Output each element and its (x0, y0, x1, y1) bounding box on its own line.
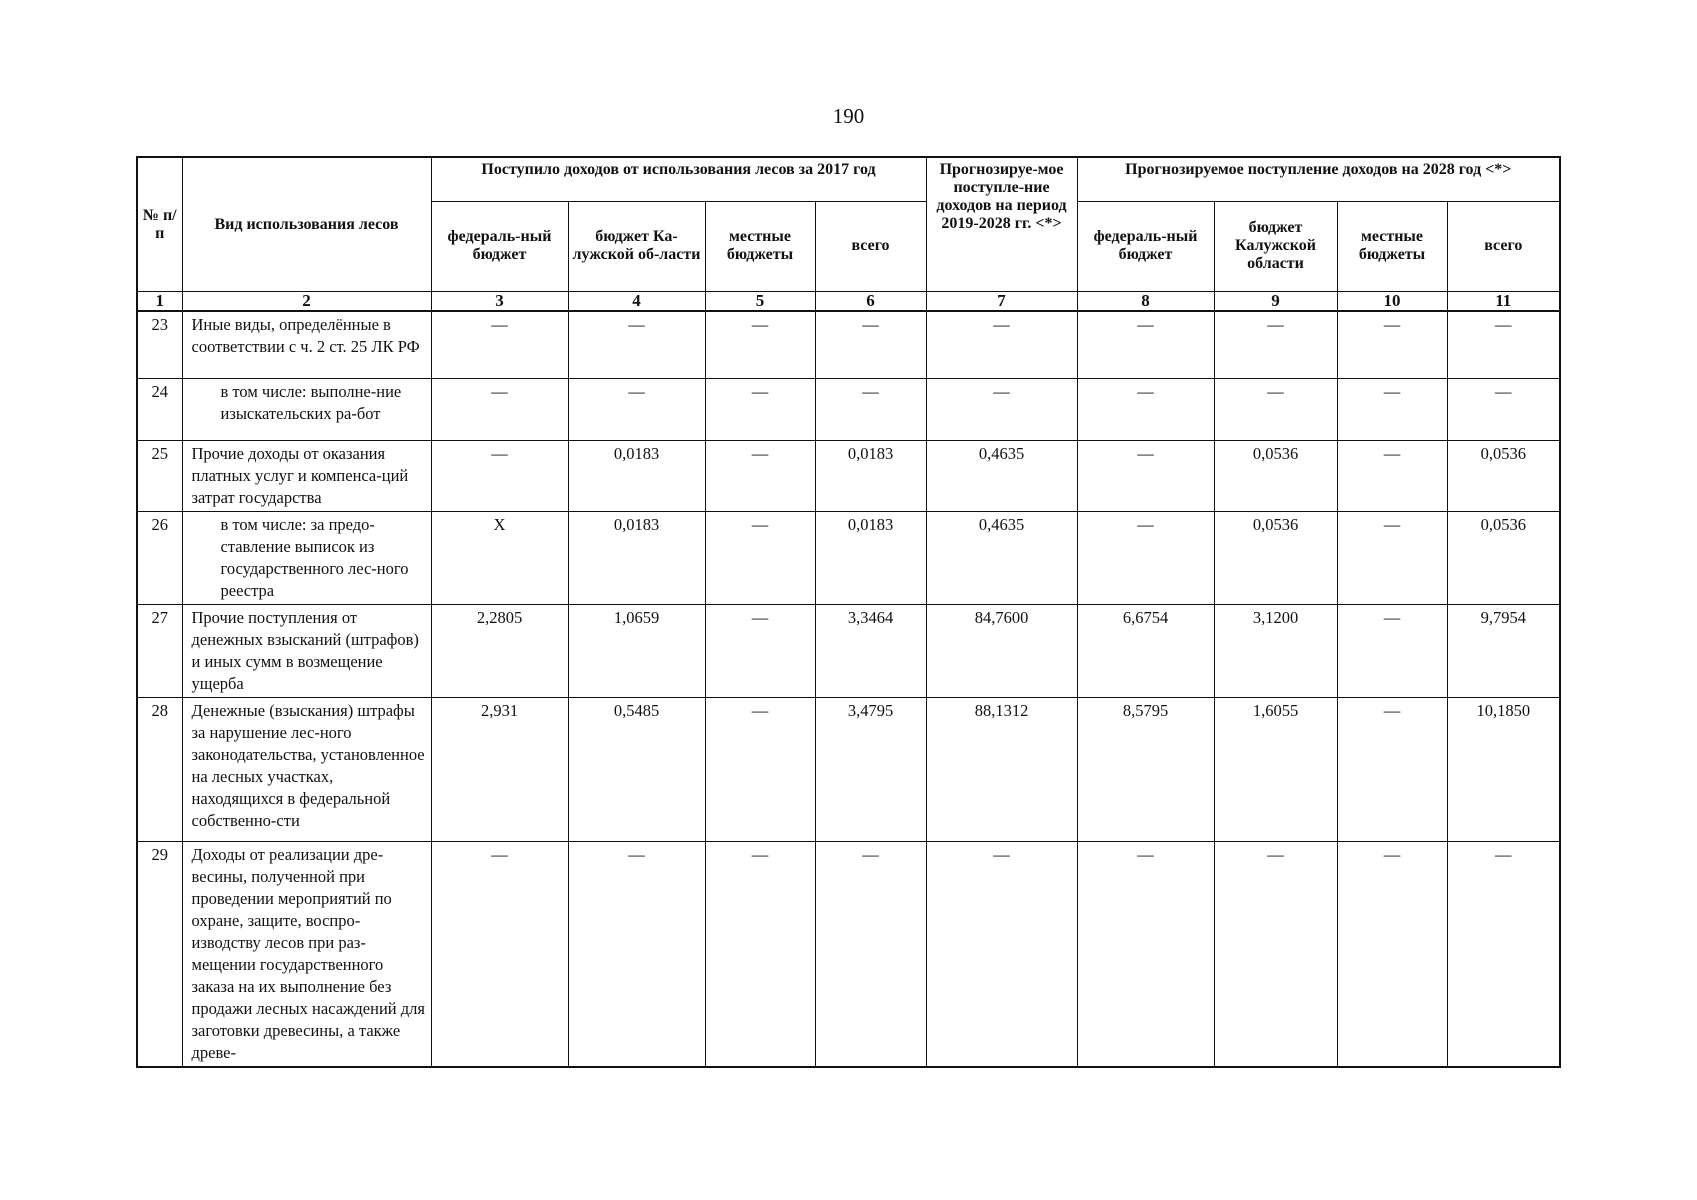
income-table-container (136, 156, 1561, 1068)
table-row (137, 379, 1560, 441)
cell-forecast-total: 9,7954 (1447, 605, 1560, 698)
cell-forecast-period: — (926, 379, 1077, 441)
col-number: 9 (1214, 291, 1337, 311)
cell-forecast-local: — (1337, 512, 1447, 605)
row-number: 25 (137, 441, 182, 512)
cell-forecast-regional: 1,6055 (1214, 698, 1337, 842)
col-number: 11 (1447, 291, 1560, 311)
header-forecast-regional: бюджет Калужской области (1214, 201, 1337, 291)
cell-forecast-total: 10,1850 (1447, 698, 1560, 842)
col-number: 4 (568, 291, 705, 311)
col-number: 3 (431, 291, 568, 311)
cell-received-federal: — (431, 842, 568, 1068)
header-forecast-local: местные бюджеты (1337, 201, 1447, 291)
cell-forecast-total: — (1447, 311, 1560, 379)
cell-forecast-period: 0,4635 (926, 441, 1077, 512)
col-number: 7 (926, 291, 1077, 311)
col-number: 10 (1337, 291, 1447, 311)
header-row-group (137, 157, 1560, 201)
cell-received-total: 0,0183 (815, 512, 926, 605)
table-row (137, 311, 1560, 379)
table-body (137, 311, 1560, 1068)
cell-received-regional: 1,0659 (568, 605, 705, 698)
cell-received-local: — (705, 512, 815, 605)
cell-forecast-period: 88,1312 (926, 698, 1077, 842)
cell-forecast-local: — (1337, 698, 1447, 842)
cell-received-total: 0,0183 (815, 441, 926, 512)
row-kind: Денежные (взыскания) штрафы за нарушение лес-ного законодательства, установленное на лесных участках, находящихся в федеральной собственно-сти (182, 698, 431, 842)
cell-forecast-federal: — (1077, 512, 1214, 605)
cell-forecast-local: — (1337, 605, 1447, 698)
forest-income-table (136, 156, 1561, 1068)
cell-forecast-regional: 0,0536 (1214, 512, 1337, 605)
cell-forecast-total: — (1447, 379, 1560, 441)
cell-received-local: — (705, 311, 815, 379)
header-received-regional: бюджет Ка-лужской об-ласти (568, 201, 705, 291)
header-row-column-numbers (137, 291, 1560, 311)
header-forecast-federal: федераль-ный бюджет (1077, 201, 1214, 291)
row-number: 26 (137, 512, 182, 605)
cell-forecast-federal: 6,6754 (1077, 605, 1214, 698)
cell-received-regional: — (568, 311, 705, 379)
cell-forecast-regional: — (1214, 311, 1337, 379)
header-forecast-2028: Прогнозируемое поступление доходов на 2028 год <*> (1077, 157, 1560, 201)
cell-forecast-federal: — (1077, 842, 1214, 1068)
table-row (137, 842, 1560, 1068)
cell-received-local: — (705, 842, 815, 1068)
cell-forecast-regional: — (1214, 842, 1337, 1068)
cell-forecast-federal: — (1077, 441, 1214, 512)
header-kind: Вид использования лесов (182, 157, 431, 291)
cell-received-regional: 0,0183 (568, 441, 705, 512)
cell-forecast-period: — (926, 311, 1077, 379)
header-received-local: местные бюджеты (705, 201, 815, 291)
row-kind: в том числе: за предо-ставление выписок из государственного лес-ного реестра (182, 512, 431, 605)
cell-received-total: — (815, 311, 926, 379)
cell-forecast-federal: 8,5795 (1077, 698, 1214, 842)
cell-received-total: 3,4795 (815, 698, 926, 842)
cell-received-federal: 2,931 (431, 698, 568, 842)
row-number: 29 (137, 842, 182, 1068)
cell-forecast-local: — (1337, 311, 1447, 379)
cell-received-regional: — (568, 842, 705, 1068)
cell-received-federal: — (431, 441, 568, 512)
row-kind: Иные виды, определённые в соответствии с ч. 2 ст. 25 ЛК РФ (182, 311, 431, 379)
header-num: № п/п (137, 157, 182, 291)
cell-forecast-regional: 3,1200 (1214, 605, 1337, 698)
cell-received-federal: — (431, 311, 568, 379)
table-row (137, 441, 1560, 512)
row-kind: Прочие поступления от денежных взысканий (штрафов) и иных сумм в возмещение ущерба (182, 605, 431, 698)
table-row (137, 698, 1560, 842)
cell-received-federal: 2,2805 (431, 605, 568, 698)
cell-forecast-local: — (1337, 379, 1447, 441)
row-number: 23 (137, 311, 182, 379)
cell-forecast-total: — (1447, 842, 1560, 1068)
col-number: 5 (705, 291, 815, 311)
page-number: 190 (832, 104, 865, 128)
cell-received-total: 3,3464 (815, 605, 926, 698)
cell-received-regional: 0,5485 (568, 698, 705, 842)
cell-forecast-period: 84,7600 (926, 605, 1077, 698)
col-number: 2 (182, 291, 431, 311)
header-received-total: всего (815, 201, 926, 291)
cell-forecast-regional: 0,0536 (1214, 441, 1337, 512)
header-received-federal: федераль-ный бюджет (431, 201, 568, 291)
cell-received-total: — (815, 842, 926, 1068)
cell-received-federal: Х (431, 512, 568, 605)
cell-received-regional: — (568, 379, 705, 441)
row-number: 28 (137, 698, 182, 842)
cell-forecast-federal: — (1077, 311, 1214, 379)
header-forecast-total: всего (1447, 201, 1560, 291)
table-header (137, 157, 1560, 311)
table-row (137, 605, 1560, 698)
row-number: 27 (137, 605, 182, 698)
row-number: 24 (137, 379, 182, 441)
cell-forecast-regional: — (1214, 379, 1337, 441)
cell-forecast-total: 0,0536 (1447, 512, 1560, 605)
cell-forecast-local: — (1337, 441, 1447, 512)
cell-received-local: — (705, 698, 815, 842)
row-kind: Прочие доходы от оказания платных услуг и компенса-ций затрат государства (182, 441, 431, 512)
col-number: 1 (137, 291, 182, 311)
cell-received-regional: 0,0183 (568, 512, 705, 605)
cell-received-local: — (705, 605, 815, 698)
cell-forecast-period: — (926, 842, 1077, 1068)
cell-received-total: — (815, 379, 926, 441)
cell-forecast-local: — (1337, 842, 1447, 1068)
col-number: 8 (1077, 291, 1214, 311)
col-number: 6 (815, 291, 926, 311)
cell-forecast-total: 0,0536 (1447, 441, 1560, 512)
row-kind: в том числе: выполне-ние изыскательских ра-бот (182, 379, 431, 441)
row-kind: Доходы от реализации дре-весины, полученной при проведении мероприятий по охране, защите, воспро-изводству лесов при раз-мещении государственного заказа на их выполнение без продажи лесных насаждений для заготовки древесины, а также древе- (182, 842, 431, 1068)
cell-received-federal: — (431, 379, 568, 441)
table-row (137, 512, 1560, 605)
cell-forecast-federal: — (1077, 379, 1214, 441)
cell-forecast-period: 0,4635 (926, 512, 1077, 605)
cell-received-local: — (705, 441, 815, 512)
header-received-2017: Поступило доходов от использования лесов за 2017 год (431, 157, 926, 201)
cell-received-local: — (705, 379, 815, 441)
header-forecast-period: Прогнозируе-мое поступле-ние доходов на период 2019-2028 гг. <*> (926, 157, 1077, 291)
